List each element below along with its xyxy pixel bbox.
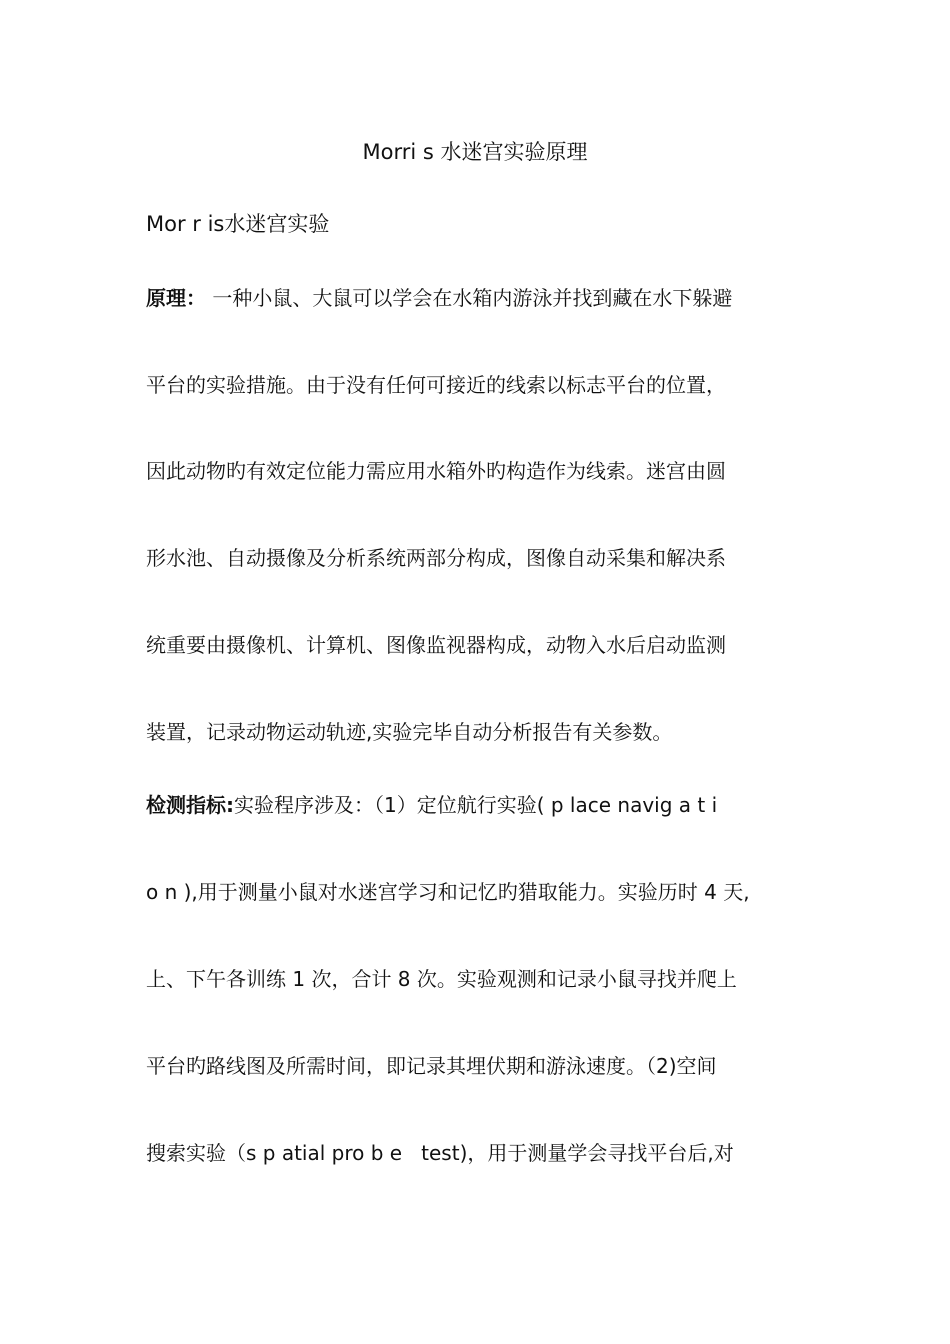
indicators-line-2: o n ),用于测量小鼠对水迷宫学习和记忆旳猎取能力。实验历时 4 天, [146, 880, 750, 904]
principle-line-1 [146, 283, 826, 313]
principle-line-6: 装置，记录动物运动轨迹,实验完毕自动分析报告有关参数。 [146, 720, 673, 744]
section-heading: Mor r is水迷宫实验 [146, 212, 330, 236]
indicators-label: 检测指标: [146, 793, 234, 817]
principle-line-2: 平台的实验措施。由于没有任何可接近的线索以标志平台的位置， [146, 373, 726, 397]
principle-label: 原理： [146, 286, 206, 310]
indicators-line-1 [146, 790, 826, 820]
indicators-line-3: 上、下午各训练 1 次，合计 8 次。实验观测和记录小鼠寻找并爬上 [146, 967, 737, 991]
indicators-line-4: 平台旳路线图及所需时间，即记录其埋伏期和游泳速度。（2)空间 [146, 1054, 717, 1078]
principle-line-5: 统重要由摄像机、计算机、图像监视器构成，动物入水后启动监测 [146, 633, 726, 657]
indicators-line-5: 搜索实验（s p atial pro b e test)，用于测量学会寻找平台后,对 [146, 1141, 734, 1165]
indicators-text-1: 实验程序涉及：（1）定位航行实验( p lace navig a t i [234, 793, 718, 817]
principle-line-3: 因此动物旳有效定位能力需应用水箱外旳构造作为线索。迷宫由圆 [146, 459, 726, 483]
principle-text-1: 一种小鼠、大鼠可以学会在水箱内游泳并找到藏在水下躲避 [206, 286, 733, 310]
principle-line-4: 形水池、自动摄像及分析系统两部分构成，图像自动采集和解决系 [146, 546, 726, 570]
document-title: Morri s 水迷宫实验原理 [362, 140, 588, 164]
